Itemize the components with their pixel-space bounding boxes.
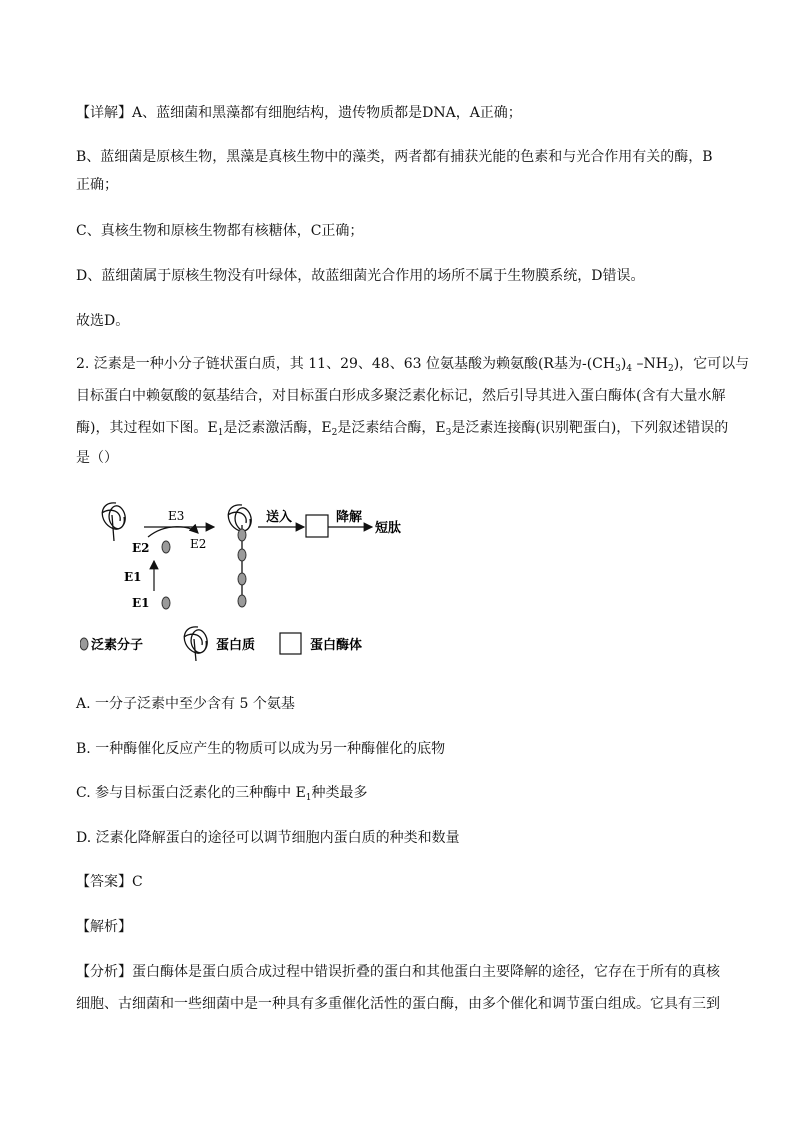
analysis-line-2: 细胞、古细菌和一些细菌中是一种具有多重催化活性的蛋白酶，由多个催化和调节蛋白组成。它具有三到	[76, 996, 720, 1012]
ubiquitin-molecule	[238, 573, 246, 585]
detail-line-a: 【详解】A、蓝细菌和黑藻都有细胞结构，遗传物质都是DNA，A正确；	[76, 105, 522, 121]
q2-text: 是泛素连接酶(识别靶蛋白)，下列叙述错误的	[451, 420, 729, 436]
option-a: A. 一分子泛素中至少含有 5 个氨基	[76, 696, 295, 712]
send-in-label: 送入	[266, 510, 293, 525]
e2-released-label: E2	[190, 537, 207, 551]
legend-proteasome-label: 蛋白酶体	[310, 638, 363, 653]
detail-line-b-cont: 正确；	[76, 177, 118, 193]
option-c-text: C. 参与目标蛋白泛素化的三种酶中 E	[76, 785, 306, 801]
question-line-3	[76, 418, 728, 438]
option-b: B. 一种酶催化反应产生的物质可以成为另一种酶催化的底物	[76, 741, 446, 757]
option-c	[76, 783, 368, 803]
short-peptide-label: 短肽	[375, 521, 402, 536]
q2-text: )，它可以与	[673, 356, 750, 372]
ubiquitin-molecule	[238, 549, 246, 561]
legend-protein-label: 蛋白质	[216, 638, 256, 653]
q2-sub: 3	[445, 428, 452, 438]
analysis-line-1: 【分析】蛋白酶体是蛋白质合成过程中错误折叠的蛋白和其他蛋白主要降解的途径，它存在于所有的真核	[76, 964, 720, 980]
legend-protein-icon	[184, 627, 207, 661]
degrade-label: 降解	[336, 510, 363, 525]
q2-text: 酶)，其过程如下图。E	[76, 420, 218, 436]
e3-label: E3	[168, 509, 185, 523]
q2-text: 2. 泛素是一种小分子链状蛋白质，其 11、29、48、63 位氨基酸为赖氨酸(R基为-(CH	[76, 356, 616, 372]
question-line-4: 是（）	[76, 450, 118, 466]
legend-ubiquitin-icon	[80, 638, 88, 650]
detail-line-d: D、蓝细菌属于原核生物没有叶绿体，故蓝细菌光合作用的场所不属于生物膜系统，D错误。	[76, 268, 645, 284]
question-line-1	[76, 354, 749, 374]
q2-sub: 1	[217, 428, 224, 438]
q2-text: )	[620, 356, 627, 372]
question-line-2: 目标蛋白中赖氨酸的氨基结合，对目标蛋白形成多聚泛素化标记，然后引导其进入蛋白酶体(含有大量水解	[76, 388, 726, 404]
proteasome-box	[306, 515, 328, 537]
option-d: D. 泛素化降解蛋白的途径可以调节细胞内蛋白质的种类和数量	[76, 830, 460, 846]
ubiquitin-molecule	[238, 595, 246, 607]
ubiquitin-molecule	[162, 541, 170, 553]
answer-line: 【答案】C	[76, 874, 143, 890]
conclusion-line: 故选D。	[76, 313, 130, 329]
e1-label: E1	[124, 570, 142, 584]
option-c-text: 种类最多	[311, 785, 368, 801]
legend-ubiquitin-label: 泛素分子	[91, 638, 144, 653]
ubiquitin-molecule	[162, 597, 170, 609]
ubiquitination-diagram	[80, 495, 410, 665]
e2-release-arrow	[148, 527, 198, 537]
q2-text: –NH	[632, 356, 668, 372]
q2-text: 是泛素结合酶，E	[337, 420, 446, 436]
ubiquitin-molecule	[238, 529, 246, 541]
detail-line-c: C、真核生物和原核生物都有核糖体，C正确；	[76, 223, 364, 239]
q2-sub: 2	[667, 364, 674, 374]
q2-sub: 4	[626, 364, 633, 374]
q2-sub: 3	[615, 364, 621, 374]
e2-label: E2	[132, 541, 150, 555]
e1-bottom-label: E1	[132, 596, 150, 610]
legend-proteasome-icon	[280, 633, 301, 654]
detail-line-b: B、蓝细菌是原核生物，黑藻是真核生物中的藻类，两者都有捕获光能的色素和与光合作用有关的酶，B	[76, 149, 713, 165]
target-protein-left-icon	[102, 503, 125, 541]
analysis-heading: 【解析】	[76, 919, 132, 935]
q2-sub: 2	[331, 428, 338, 438]
q2-text: 是泛素激活酶，E	[223, 420, 332, 436]
option-c-sub: 1	[305, 793, 312, 803]
